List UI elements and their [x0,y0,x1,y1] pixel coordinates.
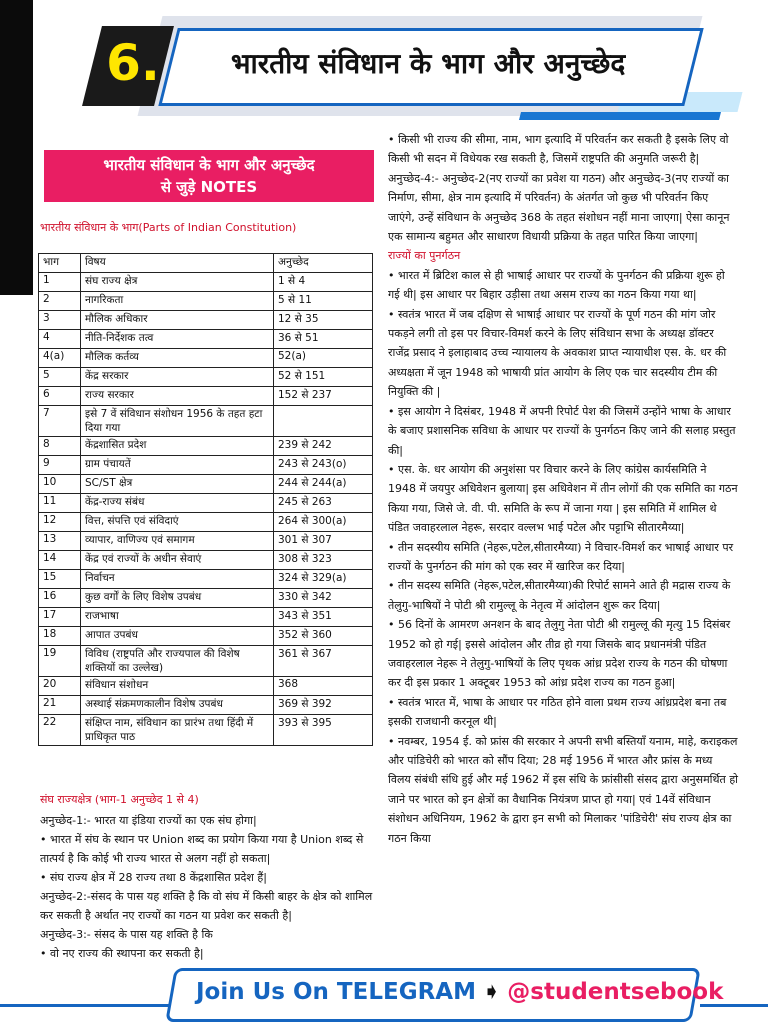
table-cell: 3 [39,311,81,330]
table-header-row [39,254,373,273]
column-header: भाग [39,254,81,273]
table-row [39,570,373,589]
table-cell: 16 [39,589,81,608]
table-cell: संक्षिप्त नाम, संविधान का प्रारंभ तथा हिंदी में प्राधिकृत पाठ [81,715,274,746]
table-cell: 244 से 244(a) [274,475,373,494]
table-cell: 2 [39,292,81,311]
paragraph: • स्वतंत्र भारत में जब दक्षिण से भाषाई आधार पर राज्यों के पूर्ण गठन की मांग जोर पकड़ने लगी तो इस पर विचार-विमर्श करने के लिए संविधान सभा के अध्यक्ष डॉक्टर राजेंद्र प्रसाद ने इलाहाबाद उच्च न्यायालय के अवकाश प्राप्त न्यायाधीश एस. के. धर की अध्यक्षता में जून 1948 को भाषायी प्रांत आयोग के लिए एक चार सदस्यीय टीम की नियुक्ति की | [388,307,727,399]
table-cell: मौलिक कर्तव्य [81,349,274,368]
table-cell: आपात उपबंध [81,627,274,646]
table-cell: संघ राज्य क्षेत्र [81,273,274,292]
table-row [39,406,373,437]
table-cell: 14 [39,551,81,570]
table-row [39,311,373,330]
paragraph: • भारत में ब्रिटिश काल से ही भाषाई आधार पर राज्यों के पुनर्गठन की प्रक्रिया शुरू हो गई थी| इस आधार पर बिहार उड़ीसा तथा असम राज्य का गठन किया गया था| [388,268,725,302]
table-cell: 6 [39,387,81,406]
table-cell: 10 [39,475,81,494]
table-cell: 36 से 51 [274,330,373,349]
table-cell: 11 [39,494,81,513]
table-cell: अस्थाई संक्रमणकालीन विशेष उपबंध [81,696,274,715]
column-header: विषय [81,254,274,273]
union-territory-section [40,790,380,963]
table-cell: 12 से 35 [274,311,373,330]
table-cell: 18 [39,627,81,646]
table-cell: 21 [39,696,81,715]
table-row [39,437,373,456]
table-cell: केंद्र सरकार [81,368,274,387]
table-cell: 19 [39,646,81,677]
telegram-handle[interactable]: @studentsebook [507,979,724,1005]
paragraph: • स्वतंत्र भारत में, भाषा के आधार पर गठित होने वाला प्रथम राज्य आंध्रप्रदेश बना तब इसकी राजधानी करनूल थी| [388,695,727,729]
section-heading: राज्यों का पुनर्गठन [388,249,461,263]
paragraph: • किसी भी राज्य की सीमा, नाम, भाग इत्यादि में परिवर्तन कर सकती है इसके लिए वो किसी भी सदन में विधेयक रख सकती है, जिसमें राष्ट्रपति की अनुमति जरूरी है| [388,133,729,166]
table-cell [274,406,373,437]
parts-heading: भारतीय संविधान के भाग(Parts of Indian Constitution) [40,221,297,234]
table-cell: नागरिकता [81,292,274,311]
table-cell: ग्राम पंचायतें [81,456,274,475]
table-cell: 4 [39,330,81,349]
paragraph: अनुच्छेद-1:- भारत या इंडिया राज्यों का एक संघ होगा| [40,814,257,827]
table-row [39,349,373,368]
table-cell: 330 से 342 [274,589,373,608]
table-cell: 368 [274,677,373,696]
paragraph: • तीन सदस्य समिति (नेहरू,पटेल,सीतारमैय्या)की रिपोर्ट सामने आते ही मद्रास राज्य के तेलुगु-भाषियों ने पोटी श्री रामुल्लू के नेतृत्व में आंदोलन शुरू कर दिया| [388,579,731,612]
table-row [39,589,373,608]
table-cell: 8 [39,437,81,456]
table-cell: 343 से 351 [274,608,373,627]
table-row [39,715,373,746]
table-row [39,627,373,646]
table-row [39,368,373,387]
table-row [39,696,373,715]
table-row [39,551,373,570]
table-cell: 1 [39,273,81,292]
table-cell: 52 से 151 [274,368,373,387]
paragraph: • तीन सदस्यीय समिति (नेहरू,पटेल,सीतारमैय्या) ने विचार-विमर्श कर भाषाई आधार पर राज्यों के पुनर्गठन की मांग को एक स्वर में खारिज कर दिया| [388,540,734,573]
table-cell: 393 से 395 [274,715,373,746]
table-cell: संविधान संशोधन [81,677,274,696]
table-cell: 7 [39,406,81,437]
table-cell: 308 से 323 [274,551,373,570]
table-cell: 22 [39,715,81,746]
table-row [39,608,373,627]
table-cell: राज्य सरकार [81,387,274,406]
section-heading: संघ राज्यक्षेत्र (भाग-1 अनुच्छेद 1 से 4) [40,793,199,806]
table-cell: 9 [39,456,81,475]
table-row [39,292,373,311]
table-cell: 301 से 307 [274,532,373,551]
table-row [39,677,373,696]
page-title: भारतीय संविधान के भाग और अनुच्छेद [230,47,626,80]
right-column [388,130,738,848]
paragraph: अनुच्छेद-2:-संसद के पास यह शक्ति है कि वो संघ में किसी बाहर के क्षेत्र को शामिल कर सकती है अर्थात नए राज्यों का गठन या प्रवेश कर सकती है| [40,890,373,922]
paragraph: • संघ राज्य क्षेत्र में 28 राज्य तथा 8 केंद्रशासित प्रदेश हैं| [40,871,267,884]
left-black-tab [0,0,33,295]
table-cell: 13 [39,532,81,551]
table-cell: 5 से 11 [274,292,373,311]
paragraph: • नवम्बर, 1954 ई. को फ्रांस की सरकार ने अपनी सभी बस्तियाँ यनाम, माहे, कराइकल और पांडिचेरी को भारत को सौंप दिया; 28 मई 1956 में भारत और फ्रांस के मध्य विलय संबंधी संधि हुई और मई 1962 में इस संधि के फ्रांसीसी संसद द्वारा अनुसमर्थित हो जाने पर भारत को इन क्षेत्रों का वैधानिक नियंत्रण प्राप्त हो गया| एवं 14वें संविधान संशोधन अधिनियम, 1962 के द्वारा इन सभी को मिलाकर 'पांडिचेरी' संघ राज्य क्षेत्र का गठन किया [388,734,739,845]
table-row [39,475,373,494]
table-cell: केंद्रशासित प्रदेश [81,437,274,456]
table-cell: 239 से 242 [274,437,373,456]
parts-table [38,253,373,746]
table-cell: 20 [39,677,81,696]
header-accent-blue [519,112,721,120]
table-row [39,494,373,513]
table-row [39,513,373,532]
table-cell: नीति-निर्देशक तत्व [81,330,274,349]
table-cell: 5 [39,368,81,387]
paragraph: • इस आयोग ने दिसंबर, 1948 में अपनी रिपोर्ट पेश की जिसमें उन्होंने भाषा के आधार के बजाए प्रशासनिक सविधा के आधार पर राज्यों के पुनर्गठन किए जाने की सलाह प्रस्तुत की| [388,404,736,457]
table-cell: 361 से 367 [274,646,373,677]
table-cell: 352 से 360 [274,627,373,646]
table-cell: केंद्र-राज्य संबंध [81,494,274,513]
table-row [39,330,373,349]
arrow-icon: ➧ [481,979,502,1005]
paragraph: • भारत में संघ के स्थान पर Union शब्द का प्रयोग किया गया है Union शब्द से तात्पर्य है कि कोई भी राज्य भारत से अलग नहीं हो सकता| [40,833,364,865]
table-row [39,273,373,292]
table-cell: 4(a) [39,349,81,368]
table-cell: वित्त, संपत्ति एवं संविदाएं [81,513,274,532]
table-cell: 369 से 392 [274,696,373,715]
table-cell: मौलिक अधिकार [81,311,274,330]
table-cell: कुछ वर्गों के लिए विशेष उपबंध [81,589,274,608]
paragraph: अनुच्छेद-4:- अनुच्छेद-2(नए राज्यों का प्रवेश या गठन) और अनुच्छेद-3(नए राज्यों का निर्माण, सीमा, क्षेत्र नाम इत्यादि में परिवर्तन) के अंतर्गत जो कुछ भी परिवर्तन किए जाएंगे, उन्हें संविधान के अनुच्छेद 368 के तहत संशोधन नहीं माना जाएगा| ऐसा कानून एक सामान्य बहुमत और साधारण विधायी प्रक्रिया के तहत पारित किया जाएगा| [388,171,730,244]
paragraph: अनुच्छेद-3:- संसद के पास यह शक्ति है कि [40,928,213,941]
table-row [39,646,373,677]
table-cell: इसे 7 वें संविधान संशोधन 1956 के तहत हटा दिया गया [81,406,274,437]
notes-banner [44,150,374,202]
table-cell: 243 से 243(o) [274,456,373,475]
table-cell: केंद्र एवं राज्यों के अधीन सेवाएं [81,551,274,570]
table-cell: विविध (राष्ट्रपति और राज्यपाल की विशेष शक्तियों का उल्लेख) [81,646,274,677]
table-cell: 12 [39,513,81,532]
table-cell: 324 से 329(a) [274,570,373,589]
table-cell: SC/ST क्षेत्र [81,475,274,494]
telegram-link[interactable] [196,979,723,1005]
notes-line-2: से जुड़े NOTES [160,178,258,196]
table-cell: 52(a) [274,349,373,368]
paragraph: • 56 दिनों के आमरण अनशन के बाद तेलुगु नेता पोटी श्री रामुल्लू की मृत्यु 15 दिसंबर 1952 को हो गई| इससे आंदोलन और तीव्र हो गया जिसके बाद प्रधानमंत्री पंडित जवाहरलाल नेहरू ने तेलुगु-भाषियों के लिए पृथक आंध्र प्रदेश राज्य के गठन की घोषणा कर दी इस प्रकार 1 अक्टूबर 1953 को आंध्र प्रदेश राज्य का गठन हुआ| [388,618,731,690]
table-cell: निर्वाचन [81,570,274,589]
paragraph: • एस. के. धर आयोग की अनुशंसा पर विचार करने के लिए कांग्रेस कार्यसमिति ने 1948 में जयपुर अधिवेशन बुलाया| इस अधिवेशन में तीन लोगों की एक समिति का गठन किया गया, जिसे जे. वी. पी. समिति के रूप में जाना गया | इस समिति में शामिल थे पंडित जवाहरलाल नेहरू, सरदार वल्लभ भाई पटेल और पट्टाभि सीतारमैय्या| [388,462,738,535]
chapter-number: 6. [106,34,160,92]
paragraph: • वो नए राज्य की स्थापना कर सकती है| [40,947,204,960]
column-header: अनुच्छेद [274,254,373,273]
footer-label: Join Us On TELEGRAM [196,979,476,1005]
table-cell: 264 से 300(a) [274,513,373,532]
table-cell: 245 से 263 [274,494,373,513]
table-cell: 15 [39,570,81,589]
table-cell: 152 से 237 [274,387,373,406]
table-row [39,532,373,551]
footer-line-left [0,1004,170,1007]
notes-line-1: भारतीय संविधान के भाग और अनुच्छेद [103,156,315,174]
table-cell: 1 से 4 [274,273,373,292]
table-cell: 17 [39,608,81,627]
table-row [39,456,373,475]
table-row [39,387,373,406]
table-cell: राजभाषा [81,608,274,627]
table-cell: व्यापार, वाणिज्य एवं समागम [81,532,274,551]
